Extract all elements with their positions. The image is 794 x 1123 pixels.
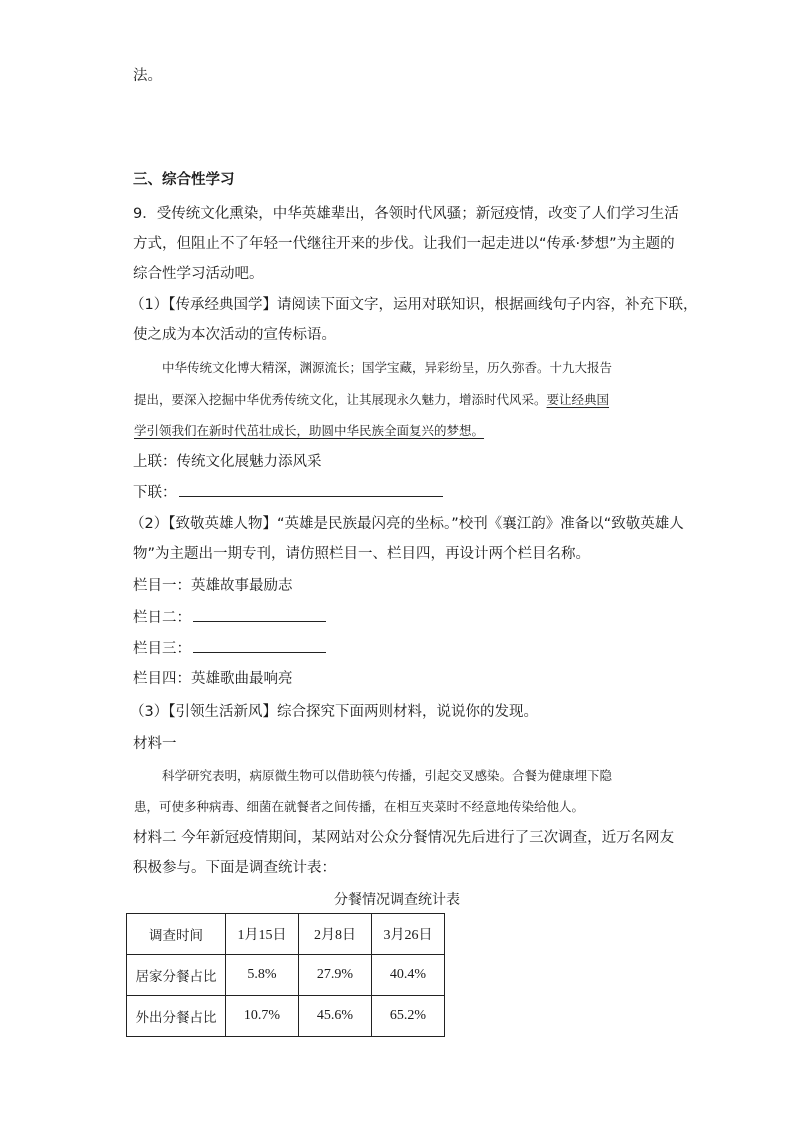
part1-prompt-line-1: （1）【传承经典国学】请阅读下面文字，运用对联知识，根据画线句子内容，补充下联， <box>130 297 698 313</box>
table-header-cell: 调查时间 <box>127 914 226 955</box>
column-2-row <box>133 607 326 628</box>
column-3-answer-blank[interactable] <box>193 638 326 653</box>
part3-prompt: （3）【引领生活新风】综合探究下面两则材料，说说你的发现。 <box>130 704 538 720</box>
survey-table <box>126 913 445 1037</box>
table-header-cell: 2月8日 <box>299 914 372 955</box>
table-row <box>127 996 445 1037</box>
column-3-row <box>133 638 326 659</box>
q9-intro-line-3: 综合性学习活动吧。 <box>133 266 264 282</box>
table-row-label: 外出分餐占比 <box>127 996 226 1037</box>
table-header-cell: 3月26日 <box>372 914 445 955</box>
part1-underlined-sentence-a: 要让经典国 <box>546 392 610 407</box>
q9-intro-line-2: 方式，但阻止不了年轻一代继往开来的步伐。让我们一起走进以“传承·梦想”为主题的 <box>133 236 675 252</box>
part1-material-line-1: 中华传统文化博大精深，渊源流长；国学宝藏，异彩纷呈，历久弥香。十九大报告 <box>162 360 613 375</box>
table-row <box>127 955 445 996</box>
column-2-label: 栏日二： <box>133 610 191 626</box>
part1-prompt-line-2: 使之成为本次活动的宣传标语。 <box>133 327 336 343</box>
table-row-label: 居家分餐占比 <box>127 955 226 996</box>
lower-couplet-label: 下联： <box>133 485 177 501</box>
table-cell: 65.2% <box>372 996 445 1037</box>
column-3-label: 栏目三： <box>133 641 191 657</box>
material-1-title: 材料一 <box>133 736 177 752</box>
table-header-row <box>127 914 445 955</box>
material-1-line-2: 患，可使多种病毒、细菌在就餐者之间传播，在相互夹菜时不经意地传染给他人。 <box>134 799 585 814</box>
column-4: 栏目四：英雄歌曲最响亮 <box>133 671 293 687</box>
column-1: 栏目一：英雄故事最励志 <box>133 578 293 594</box>
table-cell: 27.9% <box>299 955 372 996</box>
material-2-line-1: 材料二 今年新冠疫情期间，某网站对公众分餐情况先后进行了三次调查，近万名网友 <box>133 830 675 846</box>
table-cell: 40.4% <box>372 955 445 996</box>
upper-couplet: 上联：传统文化展魅力添风采 <box>133 454 322 470</box>
material-2-line-2: 积极参与。下面是调查统计表： <box>133 860 336 876</box>
table-header-cell: 1月15日 <box>226 914 299 955</box>
table-cell: 10.7% <box>226 996 299 1037</box>
q9-intro-line-1: 9．受传统文化熏染，中华英雄辈出，各领时代风骚；新冠疫情，改变了人们学习生活 <box>133 206 679 222</box>
part1-material-line-2 <box>134 390 609 410</box>
lower-couplet-row <box>133 482 443 503</box>
section-title: 三、综合性学习 <box>133 172 235 188</box>
table-caption: 分餐情况调查统计表 <box>334 892 460 908</box>
material-1-line-1: 科学研究表明，病原微生物可以借助筷勺传播，引起交叉感染。合餐为健康埋下隐 <box>162 768 613 783</box>
table-cell: 45.6% <box>299 996 372 1037</box>
column-2-answer-blank[interactable] <box>193 607 326 622</box>
part1-material-text: 提出，要深入挖掘中华优秀传统文化，让其展现永久魅力，增添时代风采。 <box>134 392 547 407</box>
part2-prompt-line-1: （2）【致敬英雄人物】“英雄是民族最闪亮的坐标。”校刊《襄江韵》准备以“致敬英雄人 <box>130 516 684 532</box>
lower-couplet-answer-blank[interactable] <box>179 482 443 497</box>
part1-underlined-sentence-b: 学引领我们在新时代茁壮成长，助圆中华民族全面复兴的梦想。 <box>134 423 485 438</box>
part2-prompt-line-2: 物”为主题出一期专刊，请仿照栏目一、栏目四，再设计两个栏目名称。 <box>133 546 591 562</box>
table-cell: 5.8% <box>226 955 299 996</box>
top-fragment: 法。 <box>133 68 162 84</box>
